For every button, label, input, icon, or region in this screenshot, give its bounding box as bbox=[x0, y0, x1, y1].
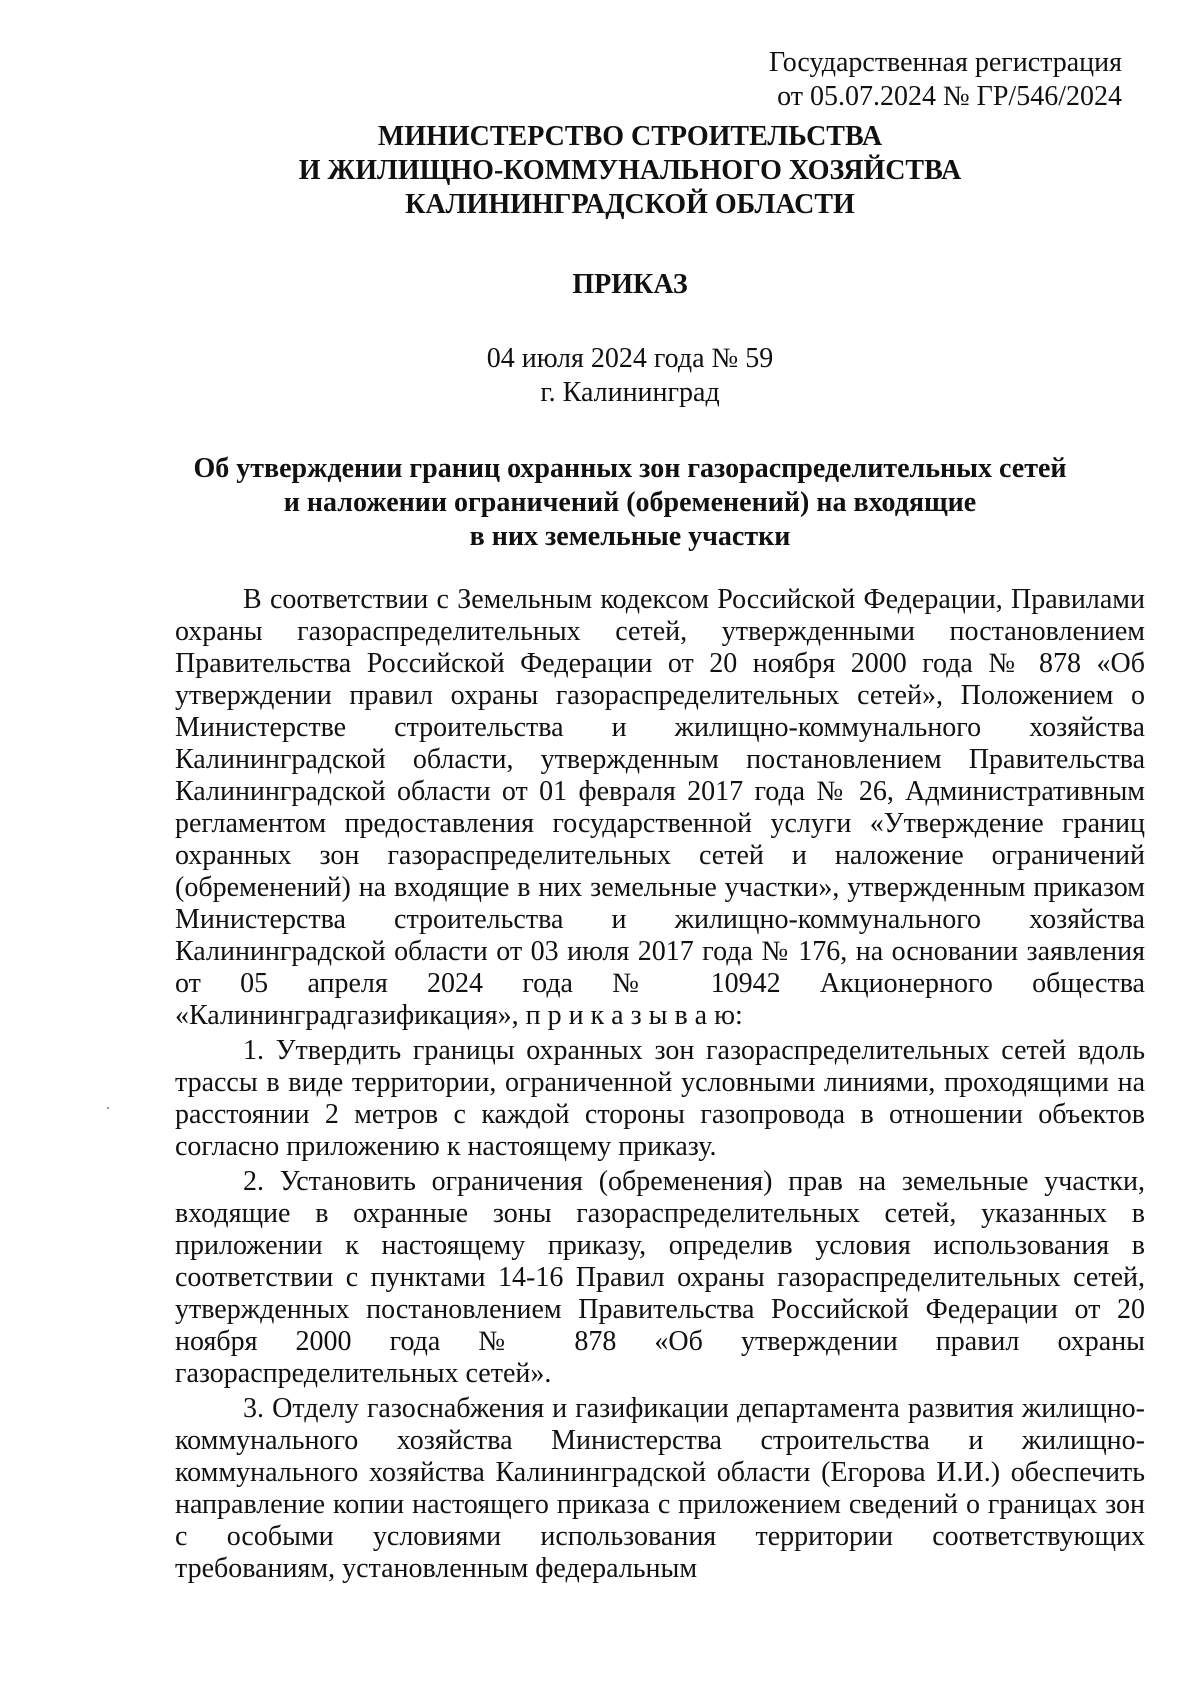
registration-line-2: от 05.07.2024 № ГР/546/2024 bbox=[777, 81, 1122, 112]
ministry-name bbox=[60, 120, 1200, 222]
document-place: г. Калининград bbox=[540, 377, 720, 408]
item-paragraph-1 bbox=[175, 1035, 1145, 1163]
document-header bbox=[0, 120, 1200, 554]
scan-speck bbox=[107, 1107, 109, 1109]
document-type: ПРИКАЗ bbox=[572, 269, 688, 300]
registration-stamp bbox=[769, 46, 1122, 114]
item-text: Установить ограничения (обременения) прав на земельные участки, входящие в охранные зоны газораспределительных сетей, указанных в приложении к настоящему приказу, определив условия использования в соответствии с пунктами 14-16 Правил охраны газораспределительных сетей, утвержденных постановлением Правительства Российской Федерации от 20 ноября 2000 года № 878 «Об утверждении правил охраны газораспределительных сетей». bbox=[175, 1166, 1146, 1389]
ministry-line-3: КАЛИНИНГРАДСКОЙ ОБЛАСТИ bbox=[405, 189, 855, 220]
ministry-line-1: МИНИСТЕРСТВО СТРОИТЕЛЬСТВА bbox=[377, 121, 883, 152]
item-number: 2. bbox=[243, 1166, 264, 1197]
item-text: Утвердить границы охранных зон газораспределительных сетей вдоль трассы в виде территории, ограниченной условными линиями, проходящими на расстоянии 2 метров с каждой стороны газопровода в отношении объектов согласно приложению к настоящему приказу. bbox=[175, 1035, 1146, 1162]
subject-line-3: в них земельные участки bbox=[469, 521, 791, 552]
ministry-line-2: И ЖИЛИЩНО-КОММУНАЛЬНОГО ХОЗЯЙСТВА bbox=[298, 155, 962, 186]
date-and-place bbox=[60, 342, 1200, 410]
item-number: 1. bbox=[243, 1035, 264, 1066]
document-body bbox=[175, 584, 1145, 1588]
item-number: 3. bbox=[243, 1393, 264, 1424]
item-text: Отделу газоснабжения и газификации департамента развития жилищно-коммунального хозяйства Министерства строительства и жилищно-коммунального хозяйства Калининградской области (Егорова И.И.) обеспечить направление копии настоящего приказа с приложением сведений о границах зон с особыми условиями использования территории соответствующих требованиям, установленным федеральным bbox=[175, 1393, 1146, 1584]
preamble-paragraph: В соответствии с Земельным кодексом Российской Федерации, Правилами охраны газораспределительных сетей, утвержденными постановлением Правительства Российской Федерации от 20 ноября 2000 года № 878 «Об утверждении правил охраны газораспределительных сетей», Положением о Министерстве строительства и жилищно-коммунального хозяйства Калининградской области, утвержденным постановлением Правительства Калининградской области от 01 февраля 2017 года № 26, Административным регламентом предоставления государственной услуги «Утверждение границ охранных зон газораспределительных сетей и наложение ограничений (обременений) на входящие в них земельные участки», утвержденным приказом Министерства строительства и жилищно-коммунального хозяйства Калининградской области от 03 июля 2017 года № 176, на основании заявления от 05 апреля 2024 года № 10942 Акционерного общества «Калининградгазификация», п р и к а з ы в а ю: bbox=[175, 584, 1145, 1031]
registration-line-1: Государственная регистрация bbox=[769, 47, 1122, 78]
item-paragraph-2 bbox=[175, 1166, 1145, 1390]
subject-line-2: и наложении ограничений (обременений) на входящие bbox=[283, 487, 977, 518]
item-paragraph-3 bbox=[175, 1393, 1145, 1585]
document-date: 04 июля 2024 года № 59 bbox=[486, 343, 774, 374]
document-subject bbox=[60, 452, 1200, 554]
subject-line-1: Об утверждении границ охранных зон газораспределительных сетей bbox=[193, 453, 1067, 484]
